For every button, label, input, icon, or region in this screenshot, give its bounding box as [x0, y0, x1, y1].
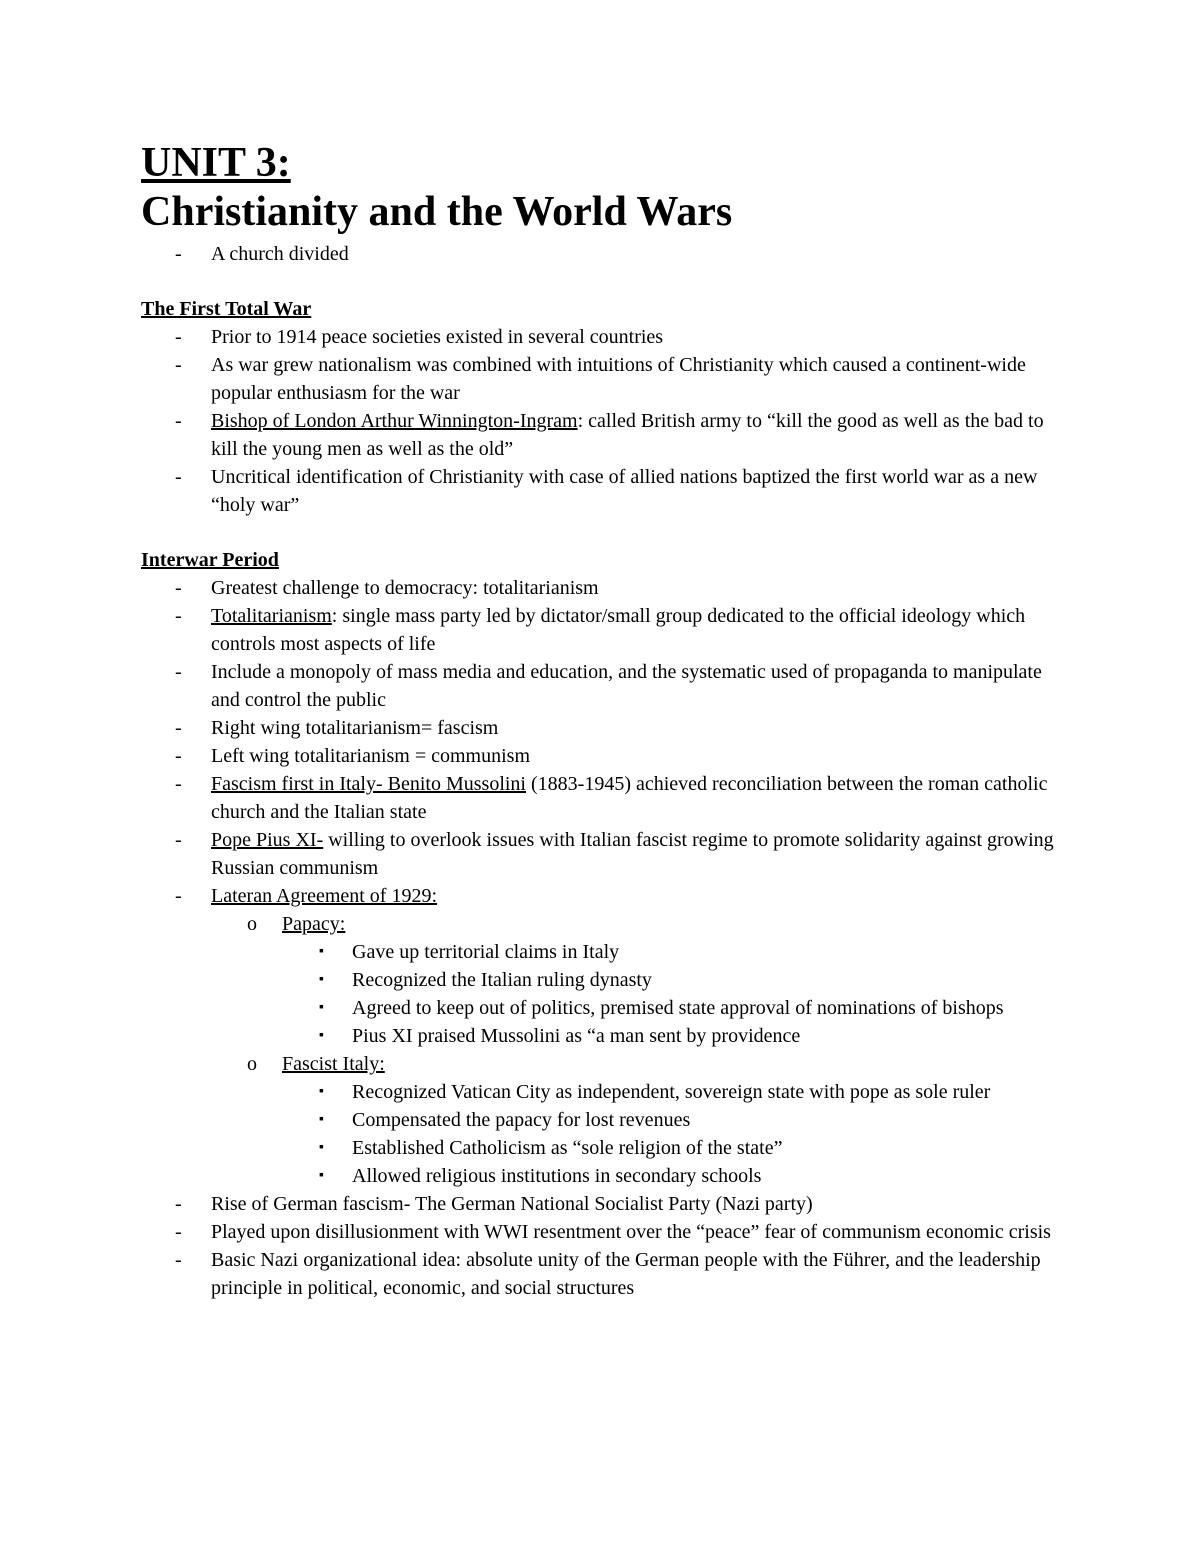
item-text: Compensated the papacy for lost revenues — [352, 1109, 691, 1131]
list-item — [141, 742, 1071, 770]
sub-sub-item — [141, 1106, 1071, 1134]
square-marker: ▪ — [319, 1028, 324, 1043]
list-item — [141, 240, 1071, 268]
item-text: Allowed religious institutions in secondary schools — [352, 1165, 762, 1187]
square-marker: ▪ — [319, 1112, 324, 1127]
item-text: Pius XI praised Mussolini as “a man sent by providence — [352, 1025, 801, 1047]
dash-marker: - — [175, 829, 182, 851]
item-term: Lateran Agreement of 1929: — [211, 885, 438, 907]
item-term: Fascism first in Italy- Benito Mussolini — [211, 773, 526, 795]
item-text: : single mass party led by dictator/small group dedicated to the official ideology which controls most aspects of life — [211, 605, 1026, 655]
dash-marker: - — [175, 773, 182, 795]
list-item — [141, 1218, 1071, 1246]
item-text: Established Catholicism as “sole religion of the state” — [352, 1137, 783, 1159]
dash-marker: - — [175, 661, 182, 683]
list-item-lateran-agreement — [141, 882, 1071, 910]
sub-sub-item — [141, 938, 1071, 966]
dash-marker: - — [175, 1193, 182, 1215]
section-heading-interwar-period: Interwar Period — [141, 549, 279, 571]
square-marker: ▪ — [319, 972, 324, 987]
sub-item-label: Papacy: — [282, 913, 346, 935]
document-content — [141, 140, 1071, 1302]
dash-marker: - — [175, 466, 182, 488]
dash-marker: - — [175, 354, 182, 376]
square-marker: ▪ — [319, 1000, 324, 1015]
sub-item-label: Fascist Italy: — [282, 1053, 385, 1075]
item-term: Bishop of London Arthur Winnington-Ingram — [211, 410, 578, 432]
list-item — [141, 770, 1071, 826]
sub-sub-item — [141, 994, 1071, 1022]
item-text: Agreed to keep out of politics, premised state approval of nominations of bishops — [352, 997, 1004, 1019]
unit-title: UNIT 3: — [141, 140, 291, 186]
sub-sub-item — [141, 966, 1071, 994]
dash-marker: - — [175, 243, 182, 265]
list-item — [141, 407, 1071, 463]
list-item — [141, 602, 1071, 658]
item-text: Right wing totalitarianism= fascism — [211, 717, 499, 739]
item-text: A church divided — [211, 243, 349, 265]
item-text: Include a monopoly of mass media and education, and the systematic used of propaganda to manipulate and control the public — [211, 661, 1042, 711]
item-term: Totalitarianism — [211, 605, 332, 627]
item-text: (1883-1945) achieved reconciliation between the roman catholic church and the Italian state — [211, 773, 1048, 823]
square-marker: ▪ — [319, 1168, 324, 1183]
list-item — [141, 323, 1071, 351]
item-term: Pope Pius XI- — [211, 829, 324, 851]
dash-marker: - — [175, 717, 182, 739]
item-text: Basic Nazi organizational idea: absolute unity of the German people with the Führer, and the leadership principle in political, economic, and social structures — [211, 1249, 1041, 1299]
item-text: Recognized the Italian ruling dynasty — [352, 969, 652, 991]
dash-marker: - — [175, 326, 182, 348]
list-item — [141, 1190, 1071, 1218]
interwar-period-list — [141, 574, 1071, 1302]
sub-sub-item — [141, 1134, 1071, 1162]
document-title: Christianity and the World Wars — [141, 189, 733, 235]
list-item — [141, 658, 1071, 714]
sub-item-papacy — [141, 910, 1071, 938]
item-text: Rise of German fascism- The German National Socialist Party (Nazi party) — [211, 1193, 813, 1215]
item-text: willing to overlook issues with Italian fascist regime to promote solidarity against growing Russian communism — [211, 829, 1054, 879]
dash-marker: - — [175, 885, 182, 907]
list-item — [141, 351, 1071, 407]
square-marker: ▪ — [319, 944, 324, 959]
circle-marker: o — [247, 913, 257, 935]
dash-marker: - — [175, 745, 182, 767]
dash-marker: - — [175, 605, 182, 627]
item-text: Uncritical identification of Christianity with case of allied nations baptized the first world war as a new “holy war” — [211, 466, 1038, 516]
intro-list — [141, 240, 1071, 268]
item-text: Left wing totalitarianism = communism — [211, 745, 531, 767]
dash-marker: - — [175, 1249, 182, 1271]
sub-sub-item — [141, 1162, 1071, 1190]
item-text: : called British army to “kill the good as well as the bad to kill the young men as well as the old” — [211, 410, 1044, 460]
item-text: Played upon disillusionment with WWI resentment over the “peace” fear of communism economic crisis — [211, 1221, 1051, 1243]
item-text: Recognized Vatican City as independent, sovereign state with pope as sole ruler — [352, 1081, 991, 1103]
list-item — [141, 714, 1071, 742]
sub-item-fascist-italy — [141, 1050, 1071, 1078]
item-text: Greatest challenge to democracy: totalitarianism — [211, 577, 599, 599]
list-item — [141, 574, 1071, 602]
circle-marker: o — [247, 1053, 257, 1075]
sub-sub-item — [141, 1022, 1071, 1050]
first-total-war-list — [141, 323, 1071, 519]
sub-sub-item — [141, 1078, 1071, 1106]
dash-marker: - — [175, 1221, 182, 1243]
item-text: Prior to 1914 peace societies existed in several countries — [211, 326, 664, 348]
list-item — [141, 826, 1071, 882]
item-text: Gave up territorial claims in Italy — [352, 941, 620, 963]
dash-marker: - — [175, 577, 182, 599]
square-marker: ▪ — [319, 1084, 324, 1099]
list-item — [141, 1246, 1071, 1302]
dash-marker: - — [175, 410, 182, 432]
section-heading-first-total-war: The First Total War — [141, 298, 312, 320]
list-item — [141, 463, 1071, 519]
item-text: As war grew nationalism was combined with intuitions of Christianity which caused a continent-wide popular enthusiasm for the war — [211, 354, 1026, 404]
square-marker: ▪ — [319, 1140, 324, 1155]
